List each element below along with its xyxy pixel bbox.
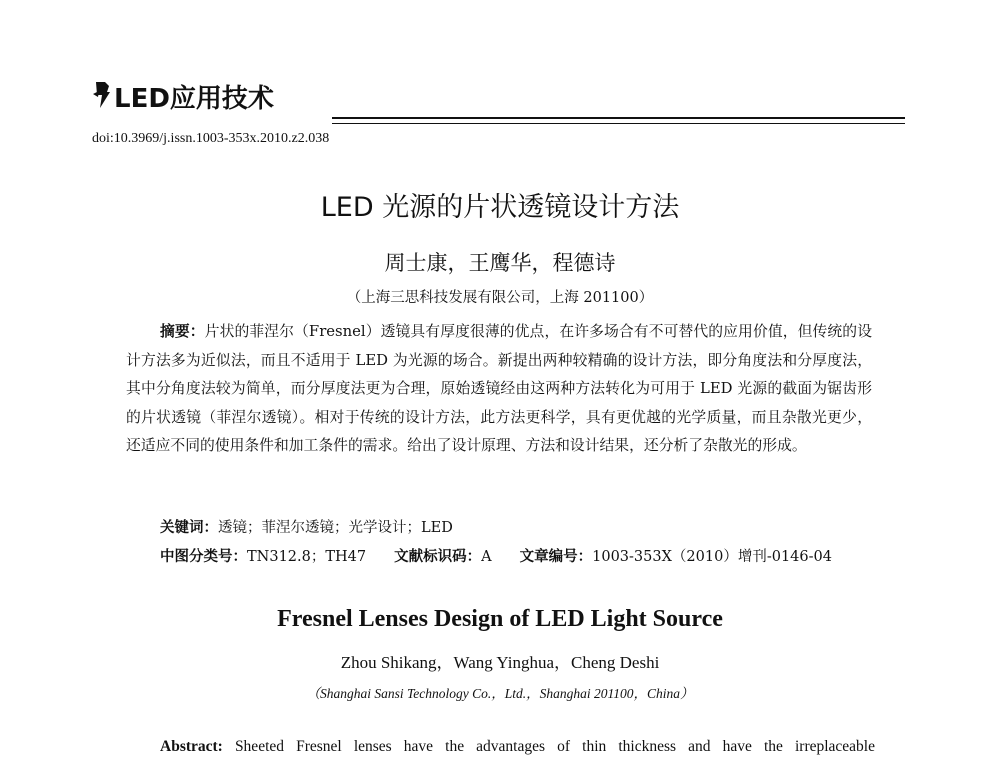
- keywords-line: [160, 516, 453, 537]
- header-rule: [332, 117, 905, 119]
- abstract-cn: [126, 318, 872, 461]
- abstract-cn-label: 摘要：: [160, 323, 205, 340]
- doc-code-label: 文献标识码：: [394, 549, 482, 565]
- clc-label: 中图分类号：: [160, 549, 247, 565]
- paper-title-cn: LED 光源的片状透镜设计方法: [320, 192, 680, 223]
- abstract-en-text: Sheeted Fresnel lenses have the advantages of thin thickness and have the irreplaceable: [234, 738, 875, 755]
- paper-title-en: Fresnel Lenses Design of LED Light Source: [277, 606, 723, 632]
- clc-value: TN312.8；TH47: [247, 549, 367, 565]
- keywords-label: 关键词：: [160, 520, 218, 536]
- affiliation-cn: （上海三思科技发展有限公司，上海 201100）: [346, 290, 654, 306]
- article-no-value: 1003-353X（2010）增刊-0146-04: [592, 549, 832, 565]
- classification-line: [160, 545, 832, 566]
- doi-line[interactable]: doi:10.3969/j.issn.1003-353x.2010.z2.038: [92, 131, 330, 146]
- authors-en: Zhou Shikang，Wang Yinghua，Cheng Deshi: [340, 653, 660, 672]
- abstract-cn-text: 片状的菲涅尔（Fresnel）透镜具有厚度很薄的优点，在许多场合有不可替代的应用价值，但传统的设计方法多为近似法，而且不适用于 LED 为光源的场合。新提出两种较精确的设计方法，即分角度法和分厚度法，其中分角度法较为简单，而分厚度法更为合理，原始透镜经由这两种方法转化为可用于 LED 光源的截面为锯齿形的片状透镜（菲涅尔透镜）。相对于传统的设计方法，此方法更科学，具有更优越的光学质量，而且杂散光更少，还适应不同的使用条件和加工条件的需求。给出了设计原理、方法和设计结果，还分析了杂散光的形成。: [126, 323, 872, 454]
- authors-cn: 周士康，王鹰华，程德诗: [384, 251, 616, 275]
- abstract-en-label: Abstract:: [160, 738, 223, 755]
- affiliation-en: （Shanghai Sansi Technology Co.，Ltd.，Shanghai 201100，China）: [306, 686, 694, 701]
- article-no-label: 文章编号：: [519, 549, 593, 565]
- header-rule-thin: [332, 123, 905, 124]
- led-bulb-logo-icon: [92, 80, 112, 110]
- doc-code-value: A: [481, 549, 492, 565]
- keywords-text: 透镜；菲涅尔透镜；光学设计；LED: [218, 520, 453, 536]
- abstract-en: [160, 738, 875, 756]
- journal-name: LED应用技术: [114, 84, 274, 114]
